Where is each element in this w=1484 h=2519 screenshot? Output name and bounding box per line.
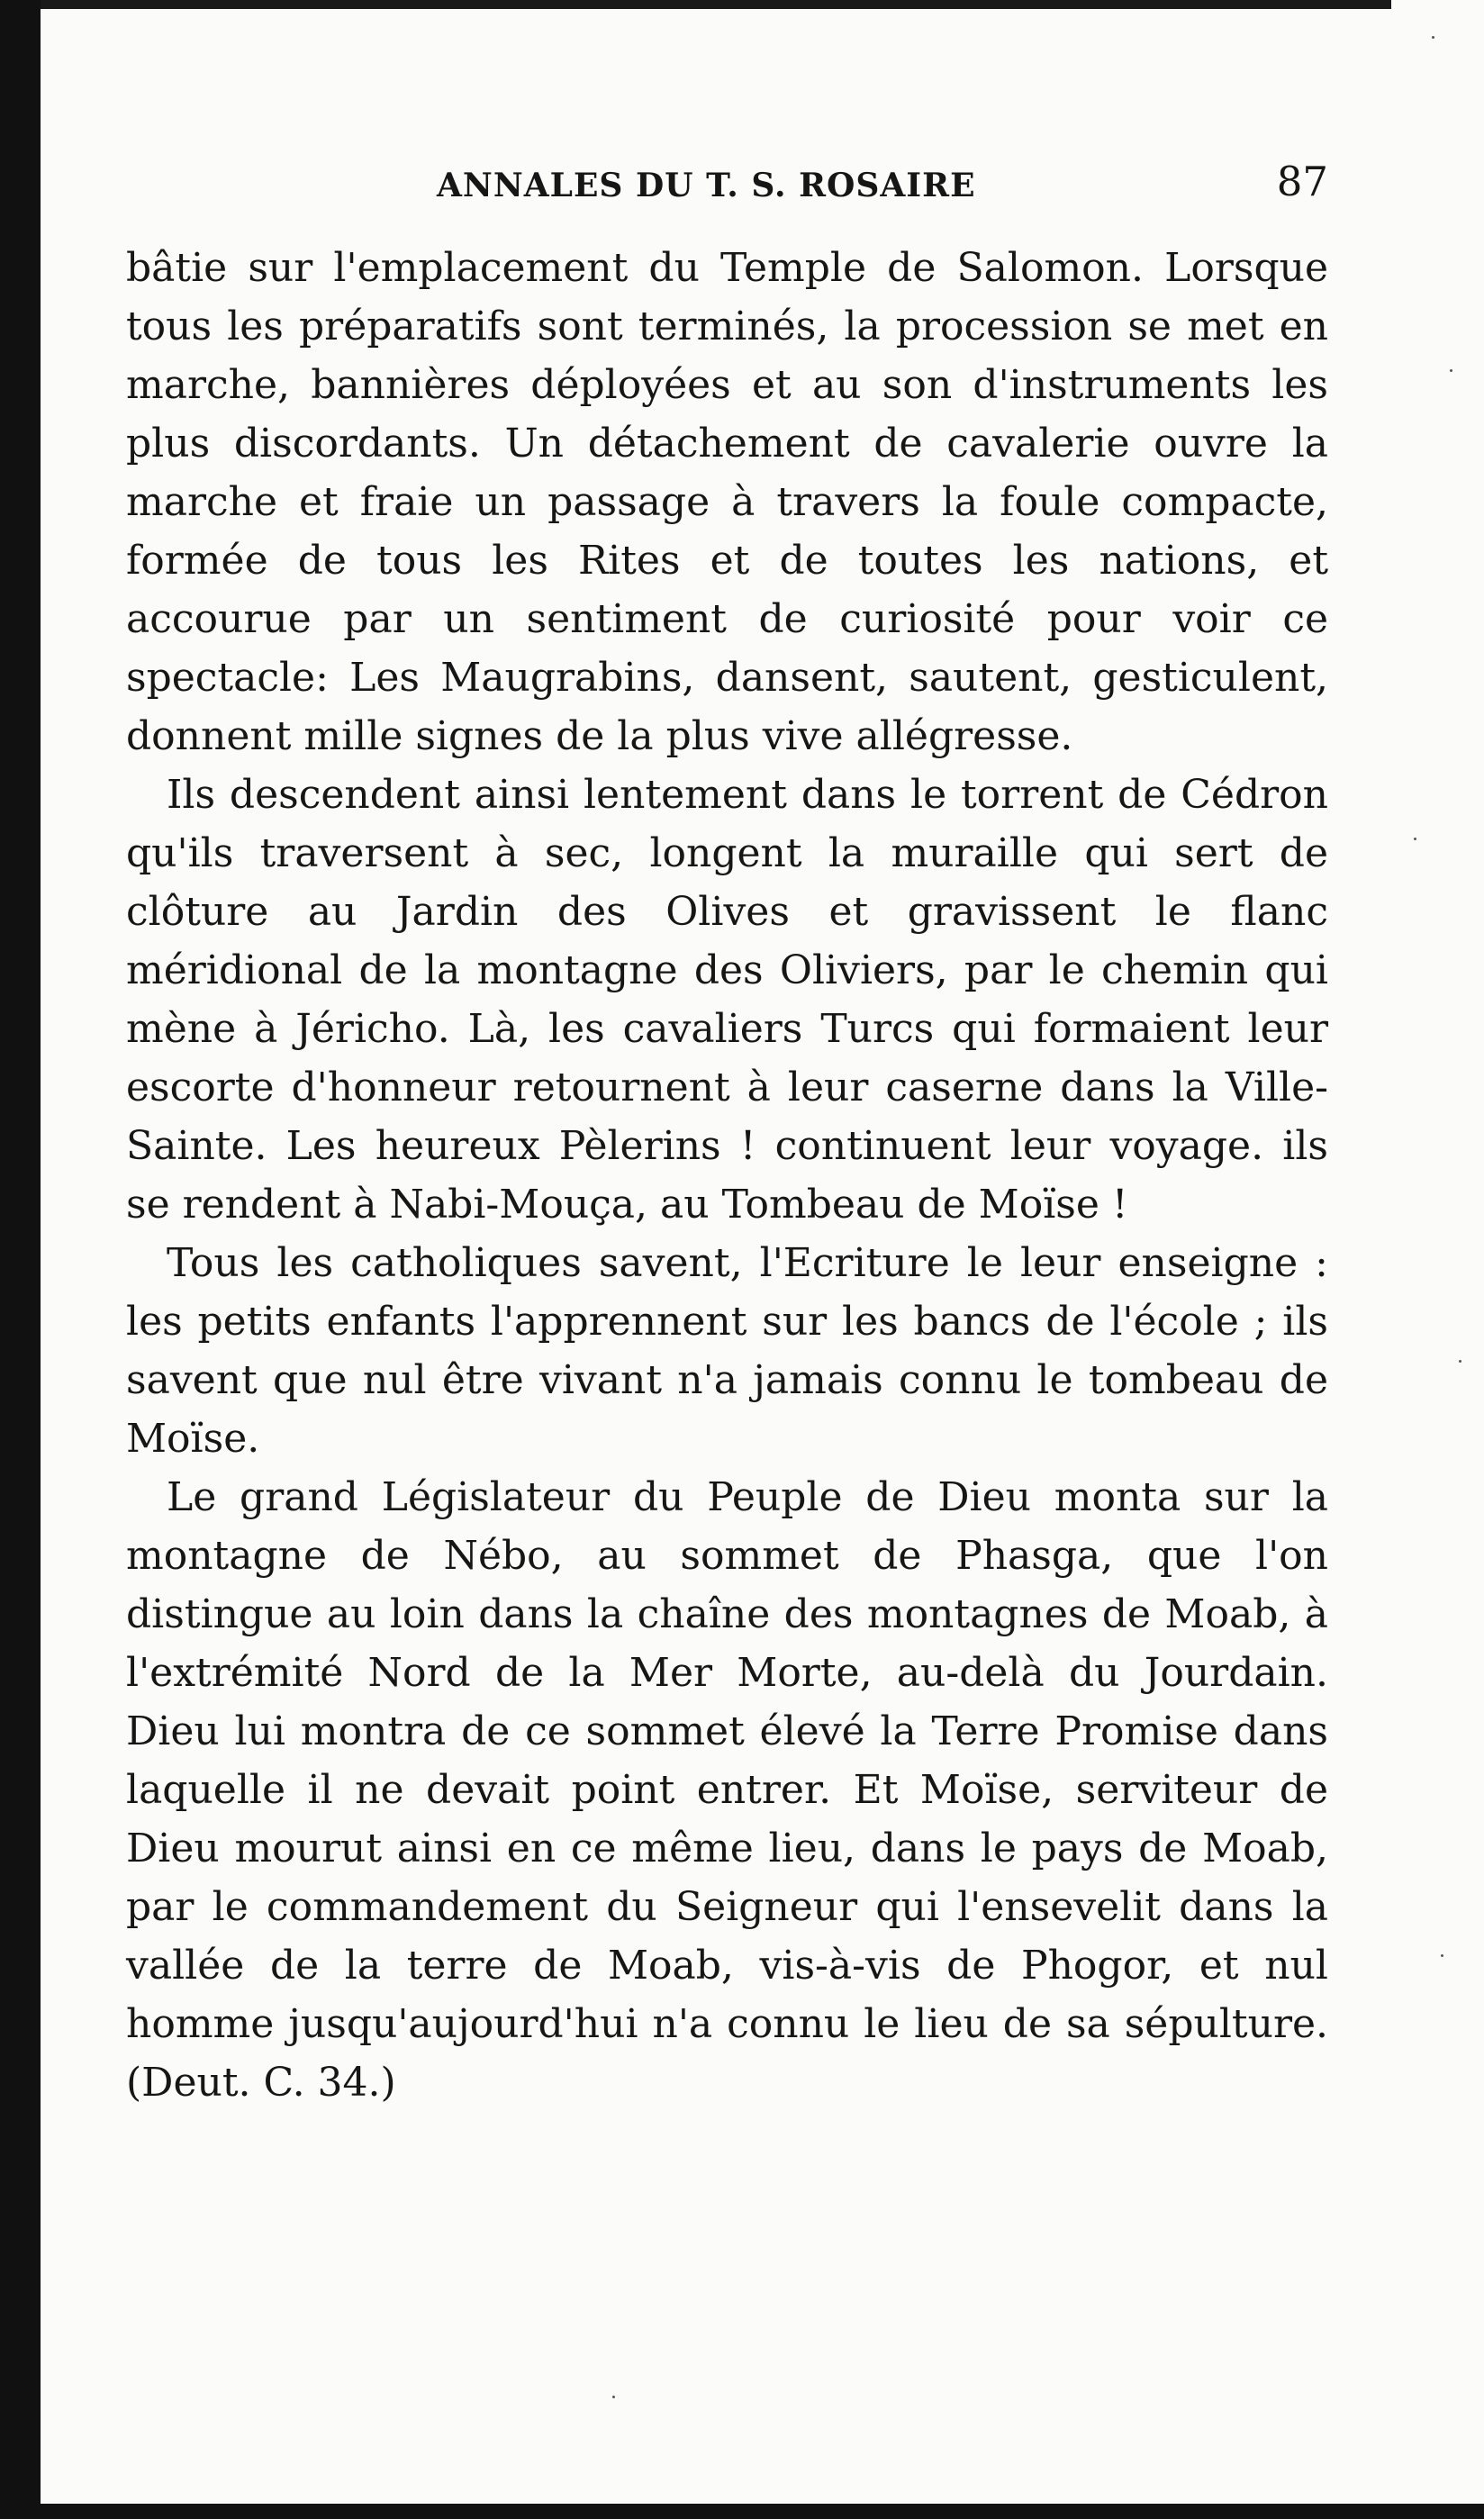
page-number: 87 <box>1276 158 1328 205</box>
page-header <box>126 158 1328 221</box>
body-text <box>126 239 1328 2112</box>
scan-left-edge <box>0 0 41 2519</box>
paragraph-1: bâtie sur l'emplacement du Temple de Salomon. Lorsque tous les préparatifs sont terminés, la procession se met en marche, bannières déployées et au son d'instruments les plus discordants. Un détachement de cavalerie ouvre la marche et fraie un passage à travers la foule compacte, formée de tous les Rites et de toutes les nations, et accourue par un sentiment de curiosité pour voir ce spectacle: Les Maugrabins, dansent, sautent, gesticulent, donnent mille signes de la plus vive allégresse. <box>126 245 1328 759</box>
scan-speck <box>1450 369 1452 372</box>
paragraph-3: Tous les catholiques savent, l'Ecriture le leur enseigne : les petits enfants l'apprennent sur les bancs de l'école ; ils savent que nul être vivant n'a jamais connu le tombeau de Moïse. <box>126 1240 1328 1462</box>
scan-speck <box>1414 838 1416 840</box>
paragraph-2: Ils descendent ainsi lentement dans le torrent de Cédron qu'ils traversent à sec, longent la muraille qui sert de clôture au Jardin des Olives et gravissent le flanc méridional de la montagne des Oliviers, par le chemin qui mène à Jéricho. Là, les cavaliers Turcs qui formaient leur escorte d'honneur retournent à leur caserne dans la Ville-Sainte. Les heureux Pèlerins ! continuent leur voyage. ils se rendent à Nabi-Mouça, au Tombeau de Moïse ! <box>126 772 1328 1228</box>
scan-speck <box>1432 36 1434 39</box>
scan-speck <box>1441 1954 1443 1957</box>
scan-speck <box>1459 1360 1461 1363</box>
paragraph-4: Le grand Législateur du Peuple de Dieu monta sur la montagne de Nébo, au sommet de Phasga, que l'on distingue au loin dans la chaîne des montagnes de Moab, à l'extrémité Nord de la Mer Morte, au-delà du Jourdain. Dieu lui montra de ce sommet élevé la Terre Promise dans laquelle il ne devait point entrer. Et Moïse, serviteur de Dieu mourut ainsi en ce même lieu, dans le pays de Moab, par le commandement du Seigneur qui l'ensevelit dans la vallée de la terre de Moab, vis-à-vis de Phogor, et nul homme jusqu'aujourd'hui n'a connu le lieu de sa sépulture. (Deut. C. 34.) <box>126 1474 1328 2106</box>
running-title: ANNALES DU T. S. ROSAIRE <box>437 167 976 204</box>
scan-bottom-edge <box>0 2504 1484 2519</box>
scan-speck <box>612 2396 615 2398</box>
scan-top-edge <box>41 0 1391 9</box>
